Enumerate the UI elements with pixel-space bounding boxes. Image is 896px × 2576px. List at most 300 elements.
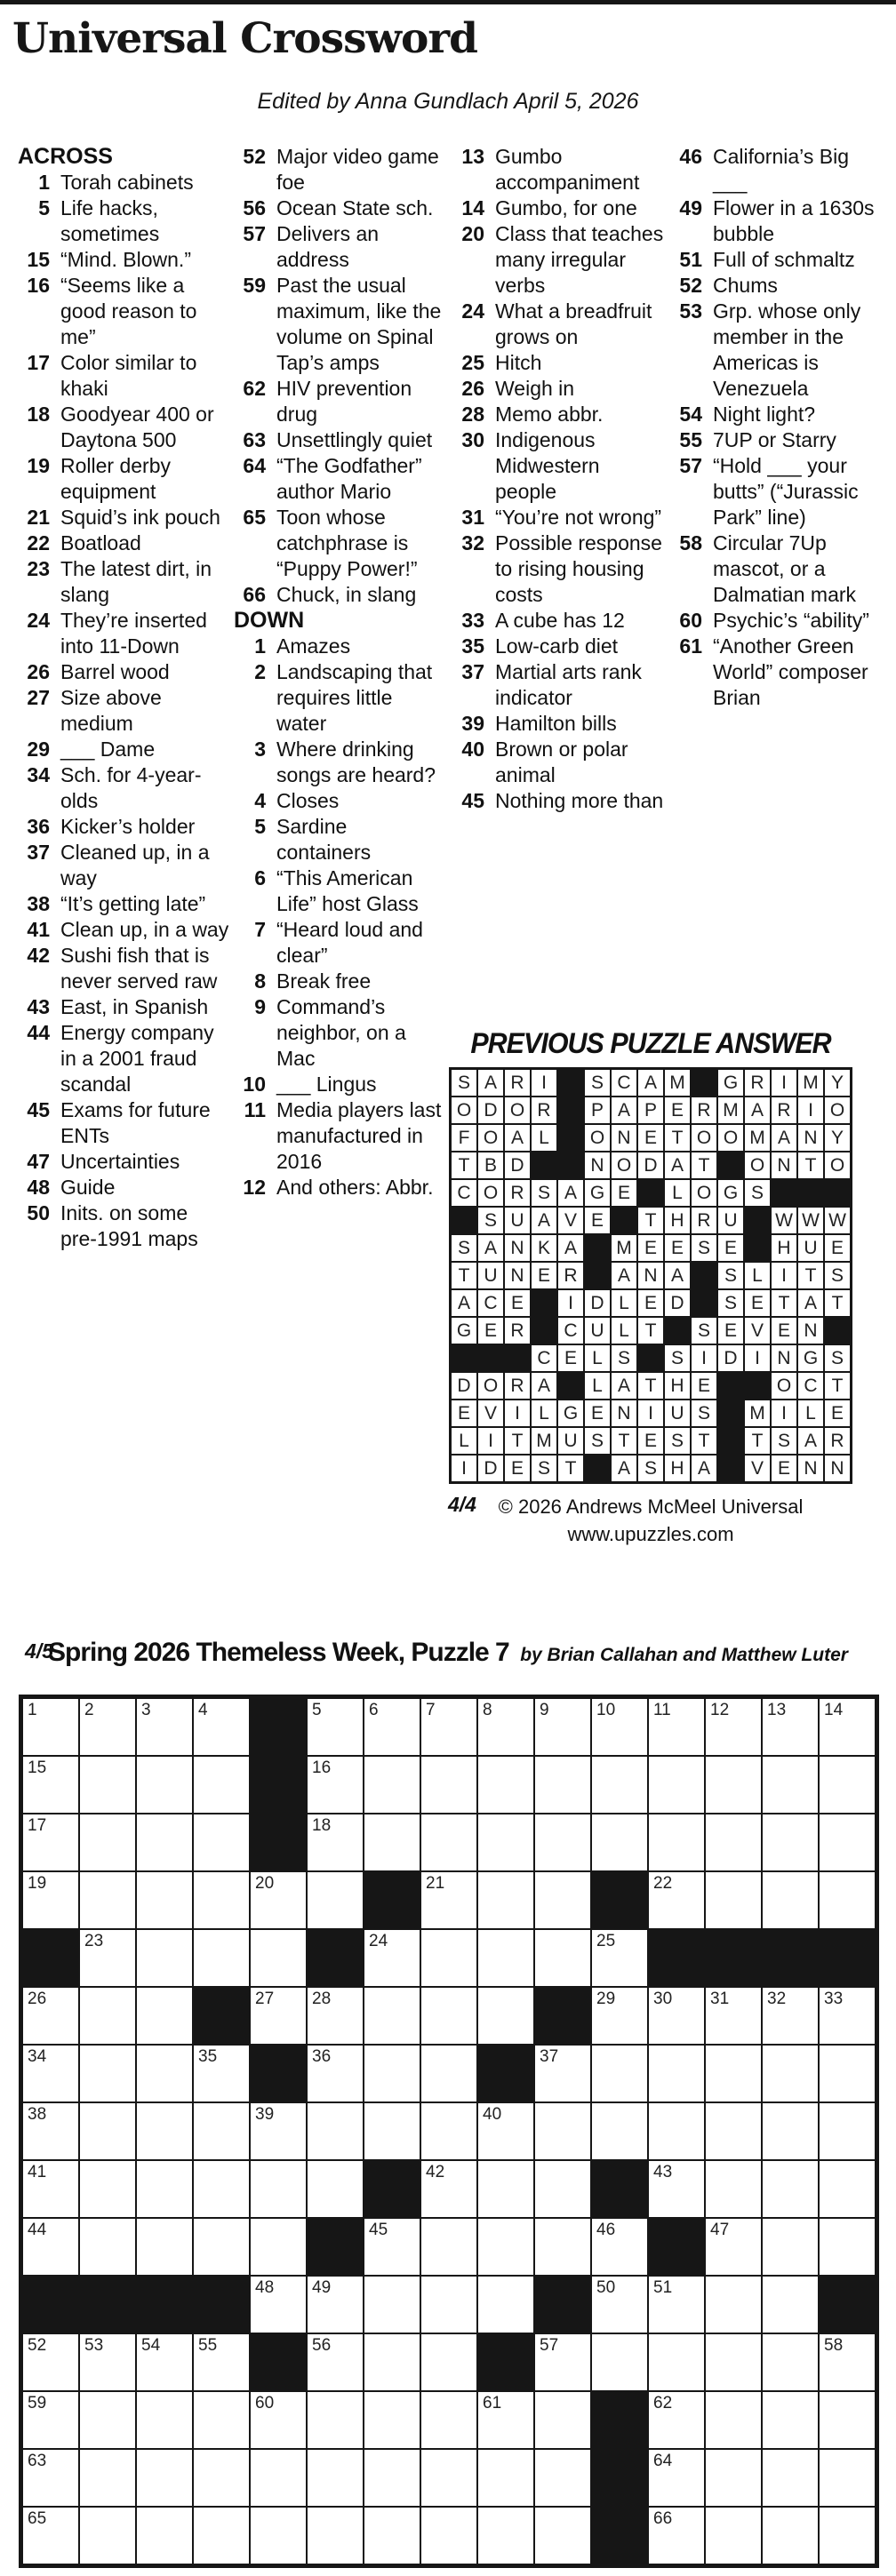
clue-text: Media players last manufactured in 2016	[276, 1098, 442, 1173]
answer-letter-cell: T	[452, 1263, 476, 1288]
clue-text: Hitch	[495, 351, 542, 374]
answer-letter-cell: W	[772, 1208, 796, 1233]
puzzle-cell	[649, 1757, 704, 1813]
puzzle-cell	[364, 2103, 420, 2159]
cell-number: 54	[141, 2336, 161, 2355]
answer-letter-cell: T	[638, 1318, 663, 1344]
answer-letter-cell: S	[692, 1235, 716, 1261]
answer-letter-cell: R	[505, 1373, 530, 1399]
clue-across-18	[18, 402, 229, 453]
puzzle-cell	[421, 2219, 476, 2275]
puzzle-cell	[706, 1814, 761, 1870]
clue-text: 7UP or Starry	[713, 428, 836, 451]
answer-black-cell	[585, 1263, 610, 1288]
answer-letter-cell: S	[452, 1235, 476, 1261]
answer-letter-cell: P	[585, 1097, 610, 1123]
answer-letter-cell: N	[612, 1400, 636, 1426]
puzzle-cell	[137, 2334, 192, 2390]
answer-letter-cell: R	[505, 1070, 530, 1096]
clue-text: Kicker’s holder	[60, 815, 196, 838]
answer-letter-cell: D	[585, 1290, 610, 1316]
puzzle-cell	[308, 1757, 363, 1813]
answer-letter-cell: N	[798, 1455, 823, 1481]
answer-letter-cell: I	[772, 1070, 796, 1096]
puzzle-cell	[820, 1872, 875, 1928]
puzzle-cell	[763, 2450, 818, 2506]
answer-letter-cell: O	[612, 1152, 636, 1178]
clue-number: 54	[679, 403, 702, 426]
answer-black-cell	[505, 1345, 530, 1371]
puzzle-cell	[251, 2219, 306, 2275]
clue-number: 37	[27, 841, 50, 864]
puzzle-cell	[592, 2219, 647, 2275]
clue-number: 47	[27, 1150, 50, 1173]
answer-letter-cell: N	[772, 1345, 796, 1371]
puzzle-cell	[23, 2450, 78, 2506]
puzzle-cell	[194, 2334, 249, 2390]
answer-letter-cell: O	[825, 1097, 850, 1123]
puzzle-cell	[820, 2161, 875, 2217]
cell-number: 64	[653, 2452, 673, 2470]
cell-number: 26	[28, 1990, 47, 2008]
clue-down-5	[234, 814, 445, 865]
clue-across-48	[18, 1175, 229, 1200]
answer-letter-cell: G	[585, 1180, 610, 1206]
clue-number: 6	[254, 866, 266, 889]
puzzle-cell	[820, 2508, 875, 2564]
puzzle-cell	[478, 2450, 533, 2506]
cell-number: 58	[824, 2336, 844, 2355]
answer-letter-cell: B	[478, 1152, 503, 1178]
cell-number: 51	[653, 2278, 673, 2297]
puzzle-cell	[649, 2392, 704, 2448]
answer-letter-cell: D	[478, 1455, 503, 1481]
puzzle-cell	[23, 1699, 78, 1755]
clue-text: Psychic’s “ability”	[713, 609, 869, 632]
answer-letter-cell: E	[638, 1290, 663, 1316]
puzzle-cell	[706, 2046, 761, 2101]
cell-number: 12	[710, 1701, 730, 1719]
clue-text: Life hacks, sometimes	[60, 196, 160, 245]
answer-letter-cell: T	[638, 1373, 663, 1399]
answer-black-cell	[718, 1400, 743, 1426]
clue-text: What a breadfruit grows on	[495, 299, 652, 348]
clue-down-13	[452, 144, 664, 195]
answer-letter-cell: G	[718, 1180, 743, 1206]
puzzle-cell	[194, 2161, 249, 2217]
cell-number: 65	[28, 2509, 47, 2528]
puzzle-cell	[421, 2103, 476, 2159]
answer-black-cell	[718, 1428, 743, 1454]
answer-black-cell	[825, 1318, 850, 1344]
puzzle-cell	[820, 1988, 875, 2044]
puzzle-cell	[137, 1699, 192, 1755]
cell-number: 59	[28, 2394, 47, 2413]
answer-black-cell	[558, 1152, 583, 1178]
clue-across-26	[18, 659, 229, 685]
answer-letter-cell: S	[638, 1455, 663, 1481]
clue-across-23	[18, 556, 229, 608]
answer-letter-cell: L	[532, 1400, 556, 1426]
answer-letter-cell: R	[505, 1318, 530, 1344]
answer-letter-cell: I	[692, 1345, 716, 1371]
puzzle-cell	[478, 1930, 533, 1986]
clue-number: 34	[27, 763, 50, 786]
clue-number: 28	[461, 403, 484, 426]
clue-number: 37	[461, 660, 484, 683]
puzzle-cell	[137, 1872, 192, 1928]
answer-black-cell	[612, 1208, 636, 1233]
clue-across-34	[18, 762, 229, 814]
puzzle-cell	[23, 1872, 78, 1928]
clue-text: HIV prevention drug	[276, 377, 412, 426]
answer-letter-cell: T	[772, 1290, 796, 1316]
puzzle-cell	[706, 2219, 761, 2275]
clue-number: 38	[27, 892, 50, 915]
puzzle-cell	[763, 2334, 818, 2390]
clue-number: 5	[254, 815, 266, 838]
clue-text: “Mind. Blown.”	[60, 248, 191, 271]
puzzle-cell	[364, 2277, 420, 2333]
puzzle-cell	[80, 2334, 135, 2390]
puzzle-cell	[194, 2450, 249, 2506]
answer-letter-cell: T	[665, 1125, 690, 1151]
clue-text: Torah cabinets	[60, 171, 194, 194]
puzzle-cell	[763, 2277, 818, 2333]
clue-number: 66	[243, 583, 266, 606]
answer-letter-cell: S	[692, 1400, 716, 1426]
clue-text: And others: Abbr.	[276, 1176, 434, 1199]
cell-number: 19	[28, 1874, 47, 1893]
cell-number: 41	[28, 2163, 47, 2181]
clue-across-16	[18, 273, 229, 350]
puzzle-cell	[592, 1757, 647, 1813]
clue-number: 42	[27, 944, 50, 967]
cell-number: 57	[540, 2336, 559, 2355]
answer-letter-cell: M	[612, 1235, 636, 1261]
answer-letter-cell: T	[612, 1428, 636, 1454]
puzzle-cell	[592, 2277, 647, 2333]
answer-letter-cell: T	[452, 1152, 476, 1178]
cell-number: 32	[767, 1990, 787, 2008]
clue-number: 33	[461, 609, 484, 632]
clue-number: 13	[461, 145, 484, 168]
puzzle-cell	[137, 2508, 192, 2564]
cell-number: 66	[653, 2509, 673, 2528]
answer-letter-cell: L	[798, 1400, 823, 1426]
answer-letter-cell: A	[665, 1263, 690, 1288]
answer-letter-cell: E	[532, 1263, 556, 1288]
puzzle-cell	[421, 2450, 476, 2506]
puzzle-cell	[649, 2334, 704, 2390]
puzzle-cell	[421, 1814, 476, 1870]
puzzle-cell	[592, 1988, 647, 2044]
answer-letter-cell: R	[825, 1428, 850, 1454]
answer-letter-cell: L	[745, 1263, 770, 1288]
answer-black-cell	[558, 1373, 583, 1399]
answer-letter-cell: R	[558, 1263, 583, 1288]
clue-down-3	[234, 737, 445, 788]
answer-letter-cell: A	[558, 1235, 583, 1261]
puzzle-cell	[194, 2103, 249, 2159]
puzzle-cell	[478, 2161, 533, 2217]
clue-across-37	[18, 840, 229, 891]
answer-letter-cell: E	[665, 1235, 690, 1261]
clue-number: 24	[461, 299, 484, 323]
cell-number: 46	[596, 2221, 616, 2239]
puzzle-black-cell	[592, 1872, 647, 1928]
cell-number: 8	[483, 1701, 492, 1719]
clue-text: Gumbo, for one	[495, 196, 637, 219]
clue-text: Command’s neighbor, on a Mac	[276, 995, 406, 1070]
puzzle-cell	[706, 2334, 761, 2390]
cell-number: 27	[255, 1990, 275, 2008]
puzzle-cell	[478, 2392, 533, 2448]
puzzle-cell	[23, 1814, 78, 1870]
answer-letter-cell: T	[558, 1455, 583, 1481]
answer-letter-cell: A	[612, 1263, 636, 1288]
puzzle-black-cell	[251, 1699, 306, 1755]
cell-number: 18	[312, 1816, 332, 1835]
answer-black-cell	[718, 1455, 743, 1481]
clue-text: Closes	[276, 789, 340, 812]
puzzle-cell	[364, 2392, 420, 2448]
cell-number: 53	[84, 2336, 104, 2355]
clue-text: Chuck, in slang	[276, 583, 417, 606]
clue-text: Unsettlingly quiet	[276, 428, 433, 451]
clue-number: 57	[679, 454, 702, 477]
puzzle-cell	[421, 2508, 476, 2564]
cell-number: 43	[653, 2163, 673, 2181]
answer-letter-cell: R	[692, 1097, 716, 1123]
answer-letter-cell: S	[718, 1263, 743, 1288]
clue-down-35	[452, 634, 664, 659]
clue-text: Cleaned up, in a way	[60, 841, 210, 889]
puzzle-black-cell	[478, 2334, 533, 2390]
answer-letter-cell: M	[718, 1097, 743, 1123]
puzzle-cell	[535, 1930, 590, 1986]
clue-down-24	[452, 299, 664, 350]
clue-text: The latest dirt, in slang	[60, 557, 212, 606]
clue-across-45	[18, 1097, 229, 1149]
puzzle-black-cell	[23, 1930, 78, 1986]
clue-across-65	[234, 505, 445, 582]
answer-letter-cell: W	[825, 1208, 850, 1233]
answer-letter-cell: T	[745, 1428, 770, 1454]
puzzle-cell	[421, 1930, 476, 1986]
puzzle-cell	[763, 2103, 818, 2159]
clue-text: Roller derby equipment	[60, 454, 171, 503]
cell-number: 28	[312, 1990, 332, 2008]
answer-letter-cell: M	[665, 1070, 690, 1096]
clue-down-6	[234, 865, 445, 917]
page-title: Universal Crossword	[12, 14, 477, 63]
clue-text: “The Godfather” author Mario	[276, 454, 422, 503]
clue-across-15	[18, 247, 229, 273]
answer-letter-cell: G	[798, 1345, 823, 1371]
answer-letter-cell: O	[505, 1097, 530, 1123]
clue-number: 2	[254, 660, 266, 683]
answer-letter-cell: I	[745, 1345, 770, 1371]
clue-number: 29	[27, 738, 50, 761]
puzzle-black-cell	[478, 2046, 533, 2101]
answer-letter-cell: O	[718, 1125, 743, 1151]
cell-number: 29	[596, 1990, 616, 2008]
answer-letter-cell: K	[532, 1235, 556, 1261]
clue-text: Weigh in	[495, 377, 575, 400]
clue-text: They’re inserted into 11-Down	[60, 609, 207, 658]
puzzle-cell	[308, 2450, 363, 2506]
answer-letter-cell: R	[505, 1180, 530, 1206]
previous-answer-heading: PREVIOUS PUZZLE ANSWER	[470, 1027, 831, 1059]
puzzle-cell	[80, 1988, 135, 2044]
answer-black-cell	[718, 1152, 743, 1178]
answer-letter-cell: A	[638, 1070, 663, 1096]
clue-down-11	[234, 1097, 445, 1175]
answer-letter-cell: L	[532, 1125, 556, 1151]
answer-letter-cell: S	[612, 1345, 636, 1371]
clue-number: 61	[679, 634, 702, 658]
cell-number: 20	[255, 1874, 275, 1893]
clue-down-40	[452, 737, 664, 788]
answer-letter-cell: G	[558, 1400, 583, 1426]
clue-text: “Another Green World” composer Brian	[713, 634, 868, 709]
answer-letter-cell: N	[585, 1152, 610, 1178]
answer-letter-cell: O	[452, 1097, 476, 1123]
clue-number: 41	[27, 918, 50, 941]
across-header: ACROSS	[18, 144, 113, 169]
cell-number: 37	[540, 2047, 559, 2066]
puzzle-black-cell	[251, 1814, 306, 1870]
cell-number: 60	[255, 2394, 275, 2413]
answer-black-cell	[745, 1235, 770, 1261]
puzzle-cell	[80, 1699, 135, 1755]
clue-down-60	[670, 608, 882, 634]
answer-black-cell	[638, 1345, 663, 1371]
answer-letter-cell: U	[585, 1318, 610, 1344]
clue-across-5	[18, 195, 229, 247]
puzzle-cell	[535, 2161, 590, 2217]
puzzle-cell	[535, 1814, 590, 1870]
clue-number: 10	[243, 1073, 266, 1096]
puzzle-cell	[364, 1699, 420, 1755]
puzzle-black-cell	[535, 1988, 590, 2044]
answer-letter-cell: I	[452, 1455, 476, 1481]
puzzle-cell	[421, 1699, 476, 1755]
puzzle-cell	[80, 2392, 135, 2448]
clue-down-51	[670, 247, 882, 273]
cell-number: 38	[28, 2105, 47, 2124]
clue-down-9	[234, 994, 445, 1072]
clue-number: 55	[679, 428, 702, 451]
clue-column-3	[452, 144, 664, 814]
puzzle-cell	[137, 2046, 192, 2101]
puzzle-black-cell	[649, 2219, 704, 2275]
puzzle-cell	[421, 1757, 476, 1813]
puzzle-cell	[80, 1814, 135, 1870]
answer-black-cell	[718, 1373, 743, 1399]
answer-letter-cell: H	[665, 1373, 690, 1399]
clue-number: 57	[243, 222, 266, 245]
clue-across-17	[18, 350, 229, 402]
clue-number: 31	[461, 506, 484, 529]
clue-number: 9	[254, 995, 266, 1018]
answer-letter-cell: E	[612, 1180, 636, 1206]
answer-letter-cell: D	[638, 1152, 663, 1178]
answer-letter-cell: T	[638, 1208, 663, 1233]
answer-letter-cell: A	[558, 1180, 583, 1206]
cell-number: 48	[255, 2278, 275, 2297]
clue-down-25	[452, 350, 664, 376]
clue-number: 40	[461, 738, 484, 761]
puzzle-black-cell	[592, 2161, 647, 2217]
puzzle-cell	[535, 1699, 590, 1755]
clue-text: Circular 7Up mascot, or a Dalmatian mark	[713, 531, 857, 606]
cell-number: 3	[141, 1701, 151, 1719]
puzzle-cell	[80, 2219, 135, 2275]
cell-number: 44	[28, 2221, 47, 2239]
puzzle-cell	[194, 2219, 249, 2275]
answer-letter-cell: W	[798, 1208, 823, 1233]
answer-letter-cell: N	[798, 1318, 823, 1344]
puzzle-cell	[308, 1988, 363, 2044]
puzzle-cell	[364, 1988, 420, 2044]
clue-number: 39	[461, 712, 484, 735]
answer-black-cell	[745, 1373, 770, 1399]
answer-letter-cell: T	[825, 1373, 850, 1399]
clue-number: 64	[243, 454, 266, 477]
clue-down-26	[452, 376, 664, 402]
answer-letter-cell: T	[692, 1152, 716, 1178]
puzzle-cell	[649, 2277, 704, 2333]
clue-number: 8	[254, 969, 266, 993]
puzzle-cell	[535, 2219, 590, 2275]
clue-down-49	[670, 195, 882, 247]
clue-number: 43	[27, 995, 50, 1018]
answer-letter-cell: U	[665, 1400, 690, 1426]
puzzle-black-cell	[706, 1930, 761, 1986]
clue-text: Memo abbr.	[495, 403, 604, 426]
puzzle-cell	[592, 1930, 647, 1986]
clue-number: 45	[461, 789, 484, 812]
answer-letter-cell: A	[692, 1455, 716, 1481]
clue-across-29	[18, 737, 229, 762]
answer-letter-cell: L	[612, 1318, 636, 1344]
puzzle-cell	[23, 2161, 78, 2217]
answer-letter-cell: F	[452, 1125, 476, 1151]
clue-number: 15	[27, 248, 50, 271]
clue-text: Landscaping that requires little water	[276, 660, 433, 735]
cell-number: 30	[653, 1990, 673, 2008]
answer-letter-cell: O	[692, 1180, 716, 1206]
puzzle-cell	[649, 2450, 704, 2506]
puzzle-cell	[535, 2450, 590, 2506]
answer-letter-cell: N	[505, 1235, 530, 1261]
clue-down-20	[452, 221, 664, 299]
puzzle-cell	[364, 2219, 420, 2275]
cell-number: 13	[767, 1701, 787, 1719]
answer-letter-cell: E	[692, 1373, 716, 1399]
puzzle-cell	[137, 1814, 192, 1870]
puzzle-cell	[763, 2508, 818, 2564]
clue-down-28	[452, 402, 664, 427]
down-header: DOWN	[234, 608, 305, 633]
clue-across-1	[18, 170, 229, 195]
website-line: www.upuzzles.com	[567, 1523, 734, 1545]
answer-letter-cell: M	[745, 1125, 770, 1151]
answer-letter-cell: I	[772, 1263, 796, 1288]
clue-down-7	[234, 917, 445, 969]
